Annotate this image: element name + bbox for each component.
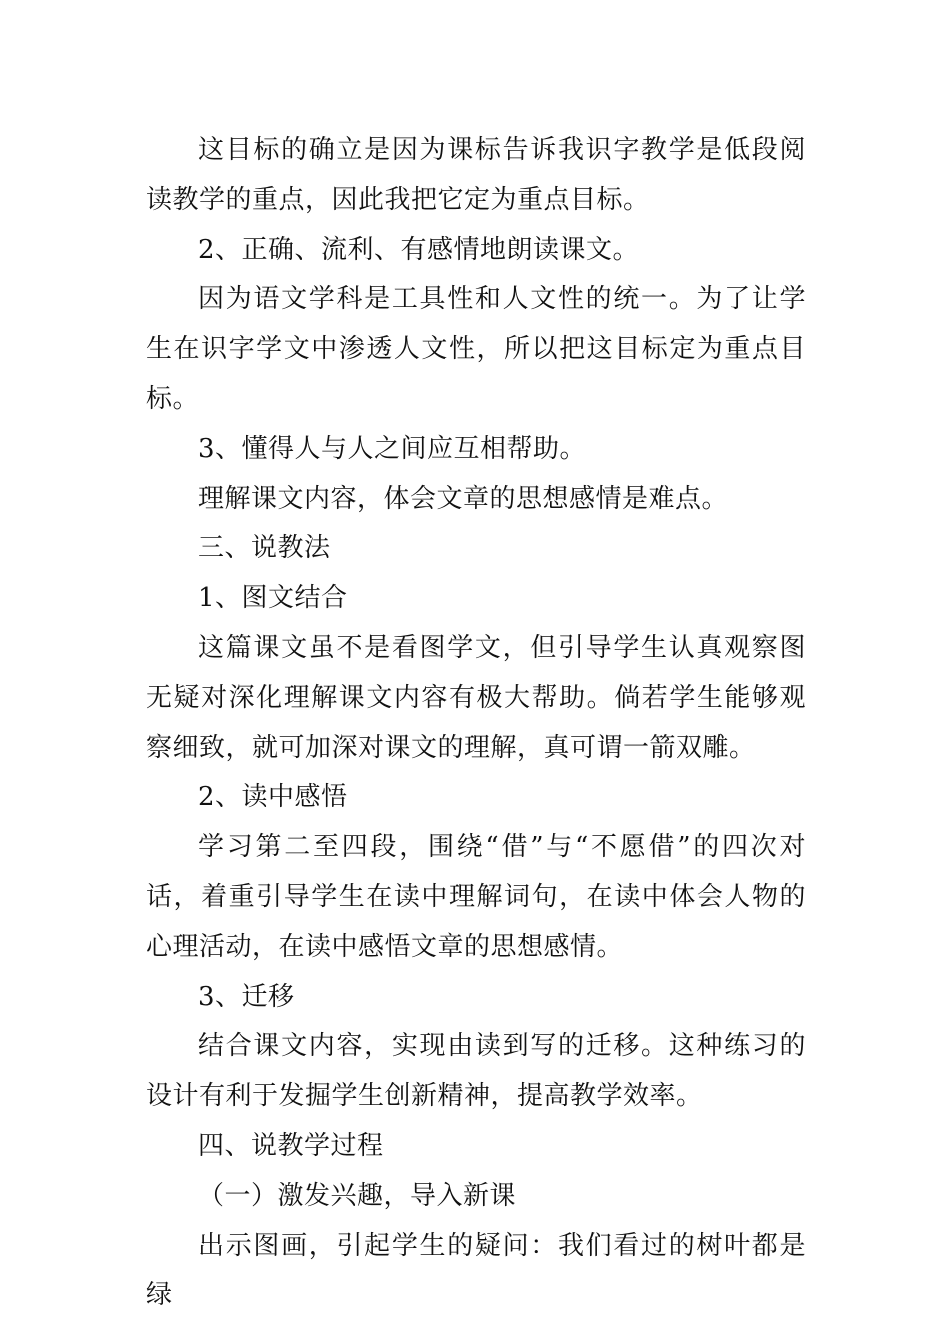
section-heading: 三、说教法 xyxy=(198,533,331,564)
section-heading: 四、说教学过程 xyxy=(198,1130,384,1161)
paragraph: 学习第二至四段，围绕“借”与“不愿借”的四次对话，着重引导学生在读中理解词句，在读中体会人物的心理活动，在读中感悟文章的思想感情。 xyxy=(146,832,806,962)
list-item-heading: 1、图文结合 xyxy=(198,583,348,614)
paragraph: 理解课文内容，体会文章的思想感情是难点。 xyxy=(198,483,729,514)
document-body xyxy=(146,126,806,1321)
list-item-heading: 2、读中感悟 xyxy=(198,782,348,813)
paragraph: 这篇课文虽不是看图学文，但引导学生认真观察图无疑对深化理解课文内容有极大帮助。倘若学生能够观察细致，就可加深对课文的理解，真可谓一箭双雕。 xyxy=(146,632,806,763)
list-item-heading: 3、迁移 xyxy=(198,981,295,1012)
paragraph: 因为语文学科是工具性和人文性的统一。为了让学生在识字学文中渗透人文性，所以把这目标定为重点目标。 xyxy=(146,284,806,414)
paragraph: 结合课文内容，实现由读到写的迁移。这种练习的设计有利于发掘学生创新精神，提高教学效率。 xyxy=(146,1031,806,1112)
subsection-heading: （一）激发兴趣，导入新课 xyxy=(198,1180,517,1211)
paragraph: 这目标的确立是因为课标告诉我识字教学是低段阅读教学的重点，因此我把它定为重点目标。 xyxy=(146,135,806,215)
list-item-heading: 2、正确、流利、有感情地朗读课文。 xyxy=(198,234,640,265)
list-item-heading: 3、懂得人与人之间应互相帮助。 xyxy=(198,433,587,464)
paragraph: 出示图画，引起学生的疑问：我们看过的树叶都是绿 xyxy=(146,1230,806,1311)
